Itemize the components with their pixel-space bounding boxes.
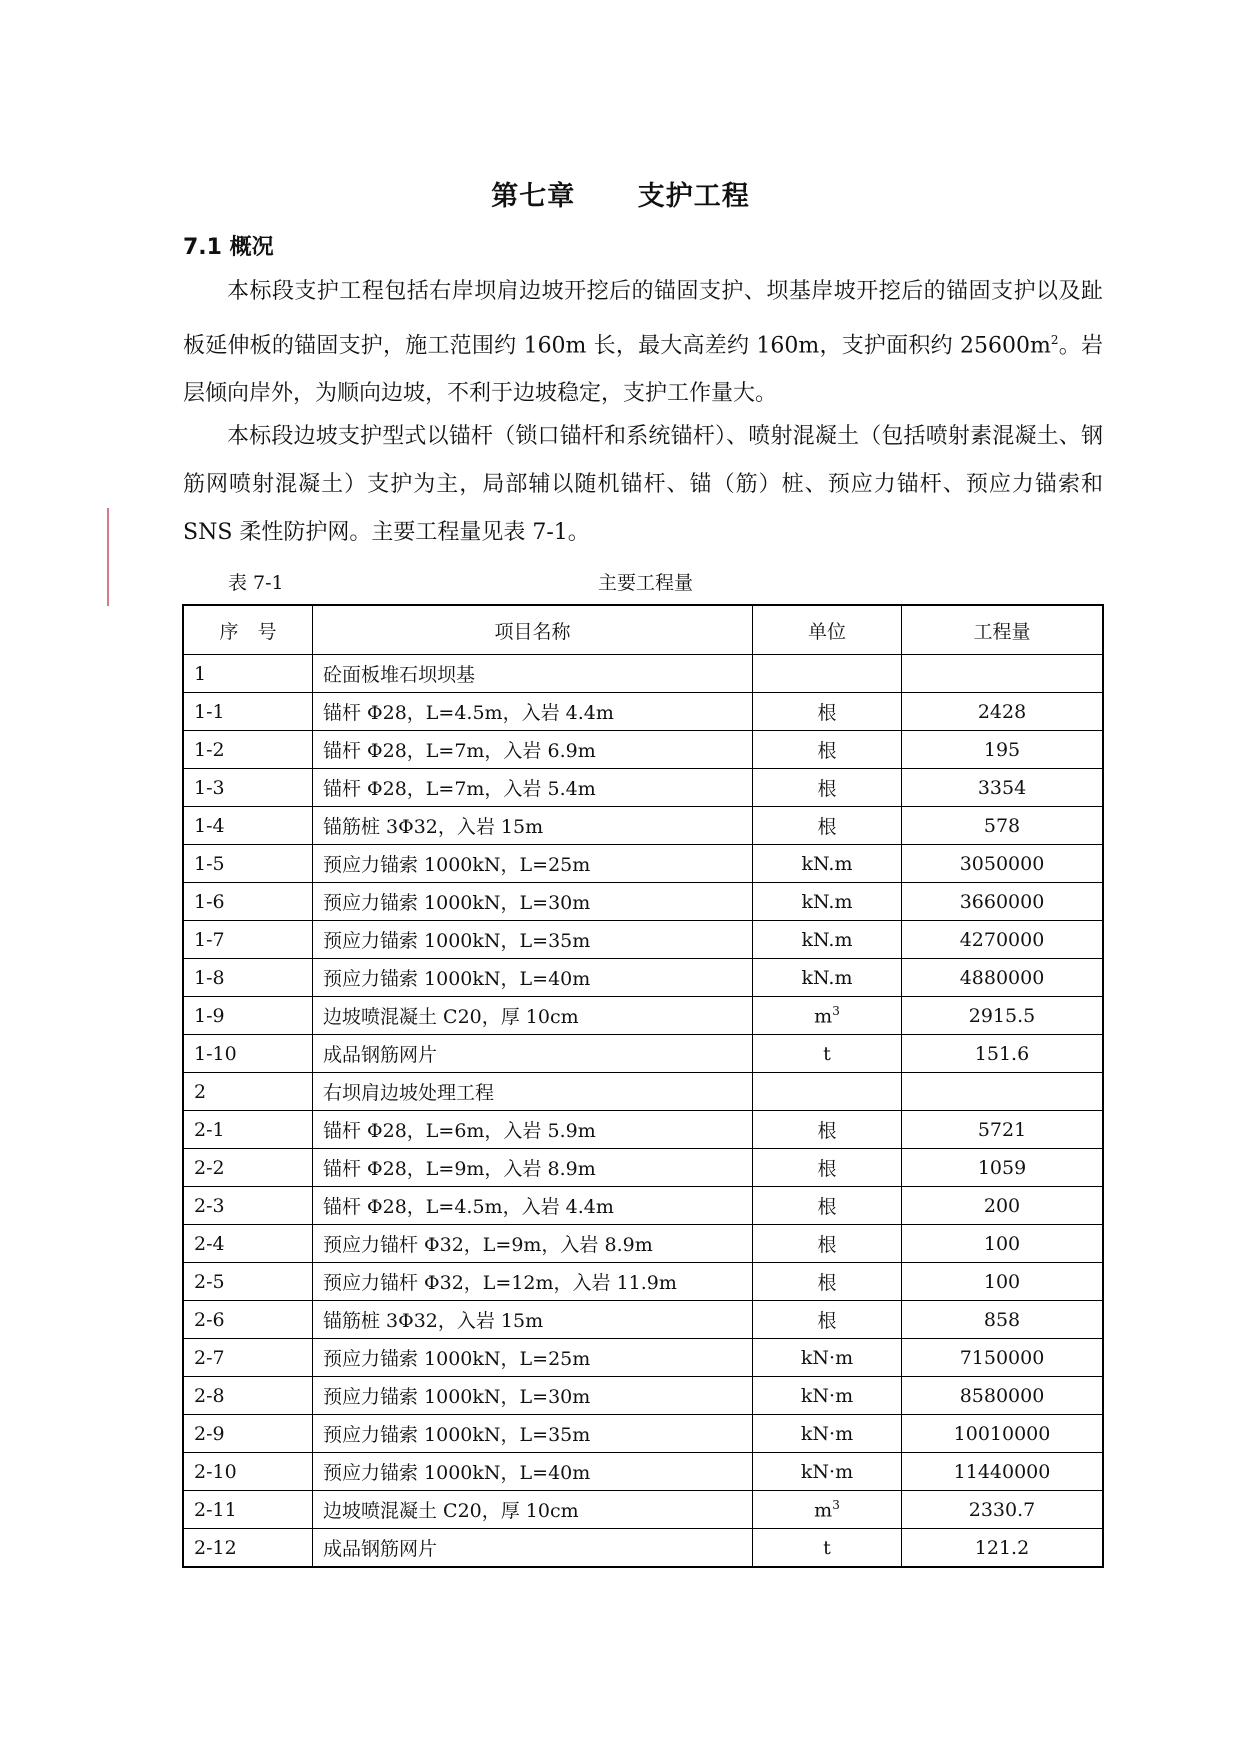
table-body xyxy=(183,655,1103,1568)
cell-no xyxy=(183,693,313,731)
cell-unit-text: m xyxy=(814,1005,833,1028)
cell-no-text: 2-2 xyxy=(194,1156,225,1179)
cell-unit-text: kN.m xyxy=(801,928,853,951)
table-row xyxy=(183,1377,1103,1415)
cell-unit-text: m xyxy=(814,1499,833,1522)
cell-quantity-text: 11440000 xyxy=(953,1460,1051,1483)
cell-quantity-text: 4270000 xyxy=(959,928,1045,951)
cell-unit xyxy=(753,693,902,731)
cell-item-name-text: 预应力锚索 1000kN，L=30m xyxy=(323,892,591,914)
cell-no-text: 1 xyxy=(194,662,207,685)
cell-quantity-text: 3660000 xyxy=(959,890,1045,913)
header-no: 序 号 xyxy=(183,605,313,655)
table-number: 表 7-1 xyxy=(228,572,284,594)
cell-item-name-text: 预应力锚索 1000kN，L=35m xyxy=(323,930,591,952)
cell-no-text: 1-5 xyxy=(194,852,225,875)
cell-no xyxy=(183,1301,313,1339)
cell-no xyxy=(183,731,313,769)
cell-item-name-text: 预应力锚索 1000kN，L=35m xyxy=(323,1424,591,1446)
cell-no-text: 1-1 xyxy=(194,700,225,723)
cell-no xyxy=(183,1491,313,1529)
cell-item-name xyxy=(313,1225,753,1263)
cell-no-text: 2-4 xyxy=(194,1232,225,1255)
cell-no-text: 1-3 xyxy=(194,776,225,799)
cell-item-name xyxy=(313,1187,753,1225)
table-row xyxy=(183,959,1103,997)
cell-no-text: 2-10 xyxy=(194,1460,237,1483)
cell-item-name-text: 预应力锚杆 Φ32，L=9m，入岩 8.9m xyxy=(323,1234,653,1256)
table-row xyxy=(183,807,1103,845)
cell-quantity xyxy=(902,997,1104,1035)
cell-no-text: 2-11 xyxy=(194,1498,237,1521)
cell-no xyxy=(183,1225,313,1263)
quantities-table xyxy=(182,604,1104,1568)
cell-unit xyxy=(753,1035,902,1073)
cell-item-name-text: 锚筋桩 3Φ32，入岩 15m xyxy=(323,816,544,838)
cell-unit-text: kN·m xyxy=(800,1384,854,1407)
cell-no xyxy=(183,883,313,921)
table-row xyxy=(183,1149,1103,1187)
table-row xyxy=(183,883,1103,921)
cell-quantity xyxy=(902,1035,1104,1073)
cell-item-name xyxy=(313,1149,753,1187)
cell-quantity-text: 578 xyxy=(983,814,1021,837)
cell-item-name xyxy=(313,1301,753,1339)
table-header-row xyxy=(183,605,1103,655)
cell-quantity-text: 100 xyxy=(983,1270,1021,1293)
cell-no-text: 1-8 xyxy=(194,966,225,989)
cell-item-name-text: 成品钢筋网片 xyxy=(323,1538,438,1560)
cell-quantity-text: 2428 xyxy=(977,700,1027,723)
cell-unit-text: 根 xyxy=(817,816,837,838)
table-row xyxy=(183,1187,1103,1225)
cell-no xyxy=(183,1073,313,1111)
cell-item-name-text: 预应力锚索 1000kN，L=30m xyxy=(323,1386,591,1408)
cell-quantity xyxy=(902,845,1104,883)
chapter-title: 第七章 支护工程 xyxy=(491,181,750,212)
cell-item-name xyxy=(313,807,753,845)
cell-item-name xyxy=(313,1415,753,1453)
cell-item-name-text: 锚杆 Φ28，L=9m，入岩 8.9m xyxy=(323,1158,596,1180)
cell-item-name-text: 边坡喷混凝土 C20，厚 10cm xyxy=(323,1006,579,1028)
cell-quantity xyxy=(902,921,1104,959)
cell-unit xyxy=(753,1225,902,1263)
cell-item-name xyxy=(313,1529,753,1568)
cell-item-name-text: 右坝肩边坡处理工程 xyxy=(323,1082,495,1104)
cell-item-name-text: 锚杆 Φ28，L=6m，入岩 5.9m xyxy=(323,1120,596,1142)
cell-quantity xyxy=(902,959,1104,997)
cell-no xyxy=(183,997,313,1035)
table-row xyxy=(183,1415,1103,1453)
cell-item-name xyxy=(313,693,753,731)
cell-unit xyxy=(753,959,902,997)
cell-unit-text: 根 xyxy=(817,1234,837,1256)
cell-unit-text: 根 xyxy=(817,1272,837,1294)
cell-item-name-text: 锚杆 Φ28，L=4.5m，入岩 4.4m xyxy=(323,702,614,724)
cell-unit xyxy=(753,731,902,769)
cell-unit xyxy=(753,1339,902,1377)
cell-quantity xyxy=(902,1453,1104,1491)
table-row xyxy=(183,997,1103,1035)
paragraph-support-types: 本标段边坡支护型式以锚杆（锁口锚杆和系统锚杆）、喷射混凝土（包括喷射素混凝土、钢筋网喷射混凝土）支护为主，局部辅以随机锚杆、锚（筋）桩、预应力锚杆、预应力锚索和 SNS 柔性防护网。主要工程量见表 7-1。 xyxy=(183,424,1103,545)
cell-unit-text: 根 xyxy=(817,1310,837,1332)
cell-no xyxy=(183,1415,313,1453)
cell-item-name-text: 预应力锚索 1000kN，L=25m xyxy=(323,854,591,876)
cell-quantity xyxy=(902,883,1104,921)
table-row xyxy=(183,655,1103,693)
cell-no xyxy=(183,655,313,693)
cell-quantity-text: 100 xyxy=(983,1232,1021,1255)
table-row xyxy=(183,1225,1103,1263)
cell-unit xyxy=(753,1491,902,1529)
table-row xyxy=(183,693,1103,731)
table-row xyxy=(183,1035,1103,1073)
cell-no-text: 2-7 xyxy=(194,1346,225,1369)
cell-item-name xyxy=(313,1339,753,1377)
cell-unit xyxy=(753,1415,902,1453)
cell-quantity-text: 8580000 xyxy=(959,1384,1045,1407)
cell-quantity xyxy=(902,655,1104,693)
cell-unit-text: 根 xyxy=(817,1120,837,1142)
cell-item-name xyxy=(313,921,753,959)
cell-quantity xyxy=(902,1377,1104,1415)
header-unit: 单位 xyxy=(753,605,902,655)
header-quantity: 工程量 xyxy=(902,605,1104,655)
cell-unit-text: t xyxy=(823,1042,831,1065)
cell-unit-text: kN.m xyxy=(801,966,853,989)
cell-unit-text: 根 xyxy=(817,778,837,800)
cell-no-text: 2-6 xyxy=(194,1308,225,1331)
cell-no-text: 1-2 xyxy=(194,738,225,761)
table-row xyxy=(183,1111,1103,1149)
cell-item-name xyxy=(313,769,753,807)
cell-item-name xyxy=(313,845,753,883)
cell-unit-text: kN·m xyxy=(800,1422,854,1445)
table-row xyxy=(183,1263,1103,1301)
table-row xyxy=(183,769,1103,807)
cell-quantity xyxy=(902,731,1104,769)
cell-no xyxy=(183,1263,313,1301)
cell-no xyxy=(183,959,313,997)
cell-unit xyxy=(753,845,902,883)
cell-item-name-text: 预应力锚索 1000kN，L=40m xyxy=(323,968,591,990)
cell-unit-text: kN·m xyxy=(800,1346,854,1369)
cell-no-text: 1-7 xyxy=(194,928,225,951)
cell-item-name-text: 预应力锚索 1000kN，L=25m xyxy=(323,1348,591,1370)
cell-item-name-text: 边坡喷混凝土 C20，厚 10cm xyxy=(323,1500,579,1522)
cell-quantity xyxy=(902,1339,1104,1377)
cell-quantity-text: 4880000 xyxy=(959,966,1045,989)
cell-no-text: 2-12 xyxy=(194,1536,237,1559)
cell-unit xyxy=(753,655,902,693)
cell-quantity-text: 151.6 xyxy=(974,1042,1030,1065)
table-row xyxy=(183,1339,1103,1377)
cell-no-text: 1-4 xyxy=(194,814,225,837)
cell-unit xyxy=(753,769,902,807)
cell-no-text: 2-3 xyxy=(194,1194,225,1217)
cell-item-name xyxy=(313,1111,753,1149)
cell-item-name xyxy=(313,997,753,1035)
cell-quantity xyxy=(902,1187,1104,1225)
table-row xyxy=(183,1301,1103,1339)
cell-no-text: 2-5 xyxy=(194,1270,225,1293)
cell-unit xyxy=(753,921,902,959)
cell-item-name xyxy=(313,883,753,921)
cell-unit-text: t xyxy=(823,1536,831,1559)
cell-unit xyxy=(753,1187,902,1225)
table-title: 主要工程量 xyxy=(598,572,694,594)
cell-no-text: 1-6 xyxy=(194,890,225,913)
cell-quantity-text: 1059 xyxy=(977,1156,1027,1179)
cell-item-name xyxy=(313,1263,753,1301)
cell-quantity-text: 200 xyxy=(983,1194,1021,1217)
cell-unit xyxy=(753,1263,902,1301)
cell-unit xyxy=(753,1453,902,1491)
cell-no-text: 1-9 xyxy=(194,1004,225,1027)
table-row xyxy=(183,1073,1103,1111)
margin-revision-mark xyxy=(107,508,109,606)
cell-no xyxy=(183,1529,313,1568)
cell-quantity xyxy=(902,1149,1104,1187)
cell-no xyxy=(183,1339,313,1377)
header-item-name: 项目名称 xyxy=(313,605,753,655)
cell-no-text: 2 xyxy=(194,1080,207,1103)
cell-no xyxy=(183,1453,313,1491)
cell-unit-text: 根 xyxy=(817,1158,837,1180)
unit-superscript: 3 xyxy=(832,1497,840,1512)
cell-no xyxy=(183,769,313,807)
cell-unit-text: kN.m xyxy=(801,852,853,875)
cell-item-name xyxy=(313,1073,753,1111)
cell-quantity-text: 2915.5 xyxy=(968,1004,1036,1027)
table-row xyxy=(183,1453,1103,1491)
cell-no xyxy=(183,1035,313,1073)
paragraph-overview xyxy=(183,268,1103,418)
cell-unit xyxy=(753,883,902,921)
cell-quantity-text: 121.2 xyxy=(974,1536,1030,1559)
cell-no-text: 2-8 xyxy=(194,1384,225,1407)
cell-quantity-text: 3354 xyxy=(977,776,1027,799)
paragraph-overview-text: 本标段支护工程包括右岸坝肩边坡开挖后的锚固支护、坝基岸坡开挖后的锚固支护以及趾板延伸板的锚固支护，施工范围约 160m 长，最大高差约 160m，支护面积约 25600m xyxy=(183,279,1103,359)
cell-unit xyxy=(753,1301,902,1339)
cell-item-name xyxy=(313,1453,753,1491)
cell-item-name xyxy=(313,1491,753,1529)
cell-no-text: 1-10 xyxy=(194,1042,237,1065)
cell-item-name-text: 锚杆 Φ28，L=7m，入岩 6.9m xyxy=(323,740,596,762)
cell-no-text: 2-1 xyxy=(194,1118,225,1141)
cell-unit xyxy=(753,997,902,1035)
cell-no xyxy=(183,921,313,959)
cell-quantity-text: 10010000 xyxy=(953,1422,1051,1445)
cell-item-name-text: 砼面板堆石坝坝基 xyxy=(323,664,476,686)
cell-item-name-text: 预应力锚杆 Φ32，L=12m，入岩 11.9m xyxy=(323,1272,677,1294)
cell-quantity-text: 195 xyxy=(983,738,1021,761)
table-row xyxy=(183,1529,1103,1568)
cell-quantity-text: 858 xyxy=(983,1308,1021,1331)
cell-item-name-text: 预应力锚索 1000kN，L=40m xyxy=(323,1462,591,1484)
cell-unit-text: kN.m xyxy=(801,890,853,913)
cell-unit-text: 根 xyxy=(817,740,837,762)
cell-quantity xyxy=(902,1111,1104,1149)
cell-item-name xyxy=(313,655,753,693)
cell-unit xyxy=(753,807,902,845)
table-row xyxy=(183,845,1103,883)
cell-quantity-text: 5721 xyxy=(977,1118,1027,1141)
table-row xyxy=(183,731,1103,769)
cell-unit xyxy=(753,1149,902,1187)
cell-unit-text: kN·m xyxy=(800,1460,854,1483)
cell-item-name-text: 锚杆 Φ28，L=7m，入岩 5.4m xyxy=(323,778,596,800)
cell-unit xyxy=(753,1377,902,1415)
cell-unit-text: 根 xyxy=(817,1196,837,1218)
cell-item-name-text: 锚杆 Φ28，L=4.5m，入岩 4.4m xyxy=(323,1196,614,1218)
cell-no xyxy=(183,807,313,845)
table-row xyxy=(183,1491,1103,1529)
paragraph-overview-text-end: 。岩层倾向岸外，为顺向边坡，不利于边坡稳定，支护工作量大。 xyxy=(183,333,1103,407)
cell-quantity xyxy=(902,693,1104,731)
cell-item-name xyxy=(313,1377,753,1415)
cell-item-name xyxy=(313,1035,753,1073)
cell-quantity xyxy=(902,769,1104,807)
cell-no xyxy=(183,1187,313,1225)
table-row xyxy=(183,921,1103,959)
cell-quantity xyxy=(902,1073,1104,1111)
cell-quantity xyxy=(902,1415,1104,1453)
cell-unit xyxy=(753,1529,902,1568)
cell-no-text: 2-9 xyxy=(194,1422,225,1445)
cell-quantity-text: 7150000 xyxy=(959,1346,1045,1369)
unit-superscript: 3 xyxy=(832,1003,840,1018)
cell-item-name-text: 锚筋桩 3Φ32，入岩 15m xyxy=(323,1310,544,1332)
cell-no xyxy=(183,845,313,883)
cell-no xyxy=(183,1149,313,1187)
cell-item-name xyxy=(313,959,753,997)
cell-quantity xyxy=(902,1225,1104,1263)
cell-quantity-text: 2330.7 xyxy=(968,1498,1036,1521)
cell-unit-text: 根 xyxy=(817,702,837,724)
cell-unit xyxy=(753,1073,902,1111)
cell-no xyxy=(183,1377,313,1415)
cell-item-name xyxy=(313,731,753,769)
cell-unit xyxy=(753,1111,902,1149)
cell-quantity xyxy=(902,1491,1104,1529)
cell-quantity xyxy=(902,807,1104,845)
cell-quantity-text: 3050000 xyxy=(959,852,1045,875)
cell-quantity xyxy=(902,1301,1104,1339)
cell-item-name-text: 成品钢筋网片 xyxy=(323,1044,438,1066)
cell-no xyxy=(183,1111,313,1149)
area-unit-superscript: 2 xyxy=(1050,333,1059,347)
section-title: 7.1 概况 xyxy=(183,235,274,260)
cell-quantity xyxy=(902,1263,1104,1301)
cell-quantity xyxy=(902,1529,1104,1568)
